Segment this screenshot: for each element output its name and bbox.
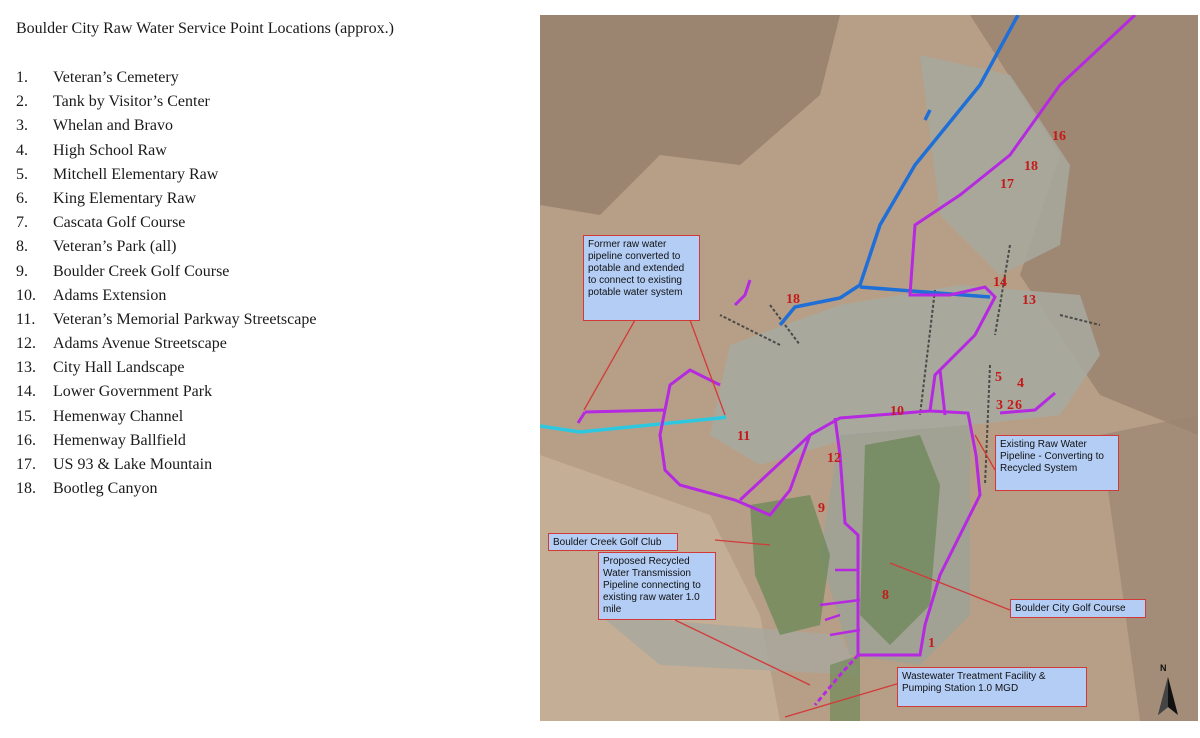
service-point-item (16, 235, 316, 259)
site-label-8: 8 (882, 588, 889, 603)
site-label-10: 10 (890, 404, 904, 419)
site-label-17: 17 (1000, 177, 1014, 192)
service-point-label: Adams Avenue Streetscape (53, 335, 227, 353)
site-label-4: 4 (1017, 376, 1024, 391)
site-label-1: 1 (928, 636, 935, 651)
site-label-11: 11 (737, 429, 751, 444)
service-point-item (16, 114, 316, 138)
service-point-number: 2. (16, 93, 28, 111)
service-point-item (16, 187, 316, 211)
site-label-13: 13 (1022, 293, 1036, 308)
service-point-item (16, 380, 316, 404)
service-point-list (16, 66, 316, 501)
service-point-number: 16. (16, 431, 36, 449)
site-label-12: 12 (827, 451, 841, 466)
service-point-item (16, 260, 316, 284)
service-point-number: 8. (16, 238, 28, 256)
service-point-number: 15. (16, 407, 36, 425)
service-point-number: 5. (16, 165, 28, 183)
legend-title: Boulder City Raw Water Service Point Locations (approx.) (16, 20, 394, 37)
service-point-item (16, 211, 316, 235)
service-point-item (16, 405, 316, 429)
service-point-item (16, 284, 316, 308)
service-point-label: Cascata Golf Course (53, 214, 186, 232)
service-point-number: 18. (16, 480, 36, 498)
site-label-2: 2 (1007, 398, 1014, 413)
service-point-label: Veteran’s Memorial Parkway Streetscape (53, 310, 317, 328)
service-point-number: 6. (16, 189, 28, 207)
service-point-number: 3. (16, 117, 28, 135)
site-label-18-north: 18 (1024, 159, 1038, 174)
service-point-label: Mitchell Elementary Raw (53, 165, 219, 183)
cemetery-green (830, 655, 860, 721)
site-label-5: 5 (995, 370, 1002, 385)
callout-proposed-recycled-pipeline: Proposed Recycled Water Transmission Pipeline connecting to existing raw water 1.0 mile (598, 552, 716, 620)
service-point-label: Bootleg Canyon (53, 480, 158, 498)
site-label-18-bootleg: 18 (786, 292, 800, 307)
callout-existing-raw-water-pipeline: Existing Raw Water Pipeline - Converting to Recycled System (995, 435, 1119, 491)
service-point-number: 14. (16, 383, 36, 401)
service-point-number: 12. (16, 335, 36, 353)
service-point-item (16, 356, 316, 380)
service-point-label: High School Raw (53, 141, 167, 159)
callout-boulder-creek-golf-club: Boulder Creek Golf Club (548, 533, 678, 551)
service-point-label: Hemenway Ballfield (53, 431, 186, 449)
service-point-label: King Elementary Raw (53, 189, 197, 207)
service-point-label: Lower Government Park (53, 383, 213, 401)
service-point-label: Veteran’s Cemetery (53, 69, 179, 86)
service-point-label: Whelan and Bravo (53, 117, 173, 135)
service-point-item (16, 163, 316, 187)
service-point-item (16, 429, 316, 453)
north-arrow-icon (1154, 663, 1182, 719)
service-point-label: Hemenway Channel (53, 407, 184, 425)
north-arrow (1154, 663, 1182, 719)
service-point-label: Tank by Visitor’s Center (53, 93, 210, 111)
service-point-label: US 93 & Lake Mountain (53, 456, 213, 473)
service-point-item (16, 139, 316, 163)
service-point-item (16, 332, 316, 356)
site-label-6: 6 (1015, 398, 1022, 413)
service-point-number: 10. (16, 286, 36, 304)
north-label: N (1160, 663, 1167, 673)
service-point-label: Adams Extension (53, 286, 167, 304)
service-point-label: City Hall Landscape (53, 359, 185, 377)
site-label-14: 14 (993, 275, 1007, 290)
service-area-map (540, 15, 1198, 721)
service-point-number: 9. (16, 262, 28, 280)
callout-boulder-city-golf-course: Boulder City Golf Course (1010, 599, 1146, 618)
service-point-number: 13. (16, 359, 36, 377)
service-point-item (16, 453, 316, 477)
service-point-item (16, 308, 316, 332)
callout-wastewater-treatment-facility: Wastewater Treatment Facility & Pumping Station 1.0 MGD (897, 667, 1087, 707)
service-point-number: 17. (16, 456, 36, 473)
service-point-item (16, 90, 316, 114)
service-point-item (16, 477, 316, 501)
service-point-number: 11. (16, 310, 36, 328)
service-point-number: 4. (16, 141, 28, 159)
service-point-label: Veteran’s Park (all) (53, 238, 177, 256)
site-label-16: 16 (1052, 129, 1066, 144)
service-point-item (16, 66, 316, 90)
service-point-label: Boulder Creek Golf Course (53, 262, 230, 280)
callout-former-raw-water-pipeline: Former raw water pipeline converted to potable and extended to connect to existing potable water system (583, 235, 700, 321)
site-label-3: 3 (996, 398, 1003, 413)
service-point-number: 1. (16, 69, 28, 86)
service-point-number: 7. (16, 214, 28, 232)
site-label-9: 9 (818, 501, 825, 516)
